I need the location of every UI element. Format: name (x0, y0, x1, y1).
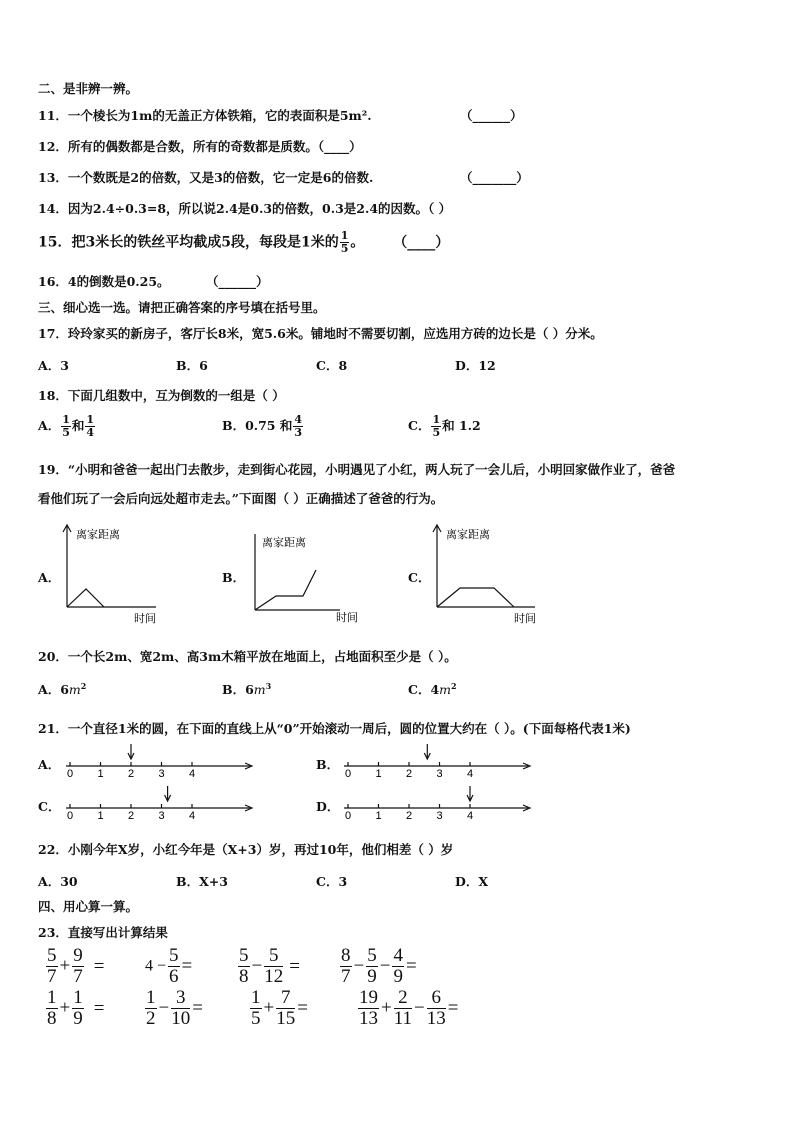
q19-graph-a (60, 522, 170, 626)
calc-1: $\frac{5}{7}$ + $\frac{9}{7}$ = (47, 945, 105, 987)
question-15-blank: （____） (393, 234, 450, 251)
graph-b-path (255, 570, 316, 610)
graph-c-xlabel: 时间 (514, 613, 536, 625)
question-19-line-2: 看他们玩了一会后向远处超市走去。”下面图（ ）正确描述了爸爸的行为。 (38, 491, 444, 506)
q17-option-d: D．12 (455, 358, 496, 373)
q19-label-a: A． (38, 570, 61, 585)
number-line-tick-label: 2 (128, 810, 135, 820)
number-line-tick-label: 2 (406, 768, 413, 778)
calc-4: $\frac{8}{7}$ − $\frac{5}{9}$ − $\frac{4}{9}$ = (341, 945, 417, 987)
number-line-tick-label: 2 (128, 768, 135, 778)
q22-option-a: A．30 (38, 874, 78, 889)
number-line-tick-label: 2 (406, 810, 413, 820)
q17-option-b: B．6 (176, 358, 208, 373)
question-13-blank: （_______） (460, 170, 529, 185)
number-line-tick-label: 3 (436, 768, 443, 778)
question-15-fraction: $\frac{1}{5}$ (340, 229, 349, 255)
question-16-text: 16．4的倒数是0.25。 (38, 274, 170, 289)
graph-c-path (437, 588, 514, 607)
question-17: 17．玲玲家买的新房子，客厅长8米，宽5.6米。铺地时不需要切割，应选用方砖的边长是（ ）分米。 (38, 326, 603, 341)
q20-option-b: B．$6m^3$ (222, 680, 272, 697)
question-23: 23．直接写出计算结果 (38, 925, 168, 940)
section-4-title: 四、用心算一算。 (38, 899, 139, 914)
number-line-tick-label: 3 (158, 768, 165, 778)
graph-a-path (67, 589, 104, 607)
question-15-period: 。 (350, 234, 365, 251)
section-3-title: 三、细心选一选。请把正确答案的序号填在括号里。 (38, 300, 326, 315)
question-16-blank: （______） (206, 274, 269, 289)
q18-option-b: B．0.75 和 $\frac{4}{3}$ (222, 413, 303, 439)
number-line-tick-label: 3 (158, 810, 165, 820)
number-line-tick-label: 4 (189, 768, 196, 778)
number-line-tick-label: 1 (375, 768, 382, 778)
number-line-tick-label: 0 (67, 810, 74, 820)
number-line-tick-label: 1 (375, 810, 382, 820)
q18-option-c: C． $\frac{1}{5}$ 和 1.2 (408, 413, 481, 439)
q21-line-c (64, 784, 259, 820)
q19-label-c: C． (408, 570, 431, 585)
graph-a-ylabel: 离家距离 (76, 529, 120, 541)
q20-option-c: C．$4m^2$ (408, 680, 457, 697)
q19-graph-b (248, 530, 368, 626)
q21-line-a (64, 742, 259, 778)
q21-label-b: B． (316, 757, 340, 772)
question-11-text: 11．一个棱长为1m的无盖正方体铁箱，它的表面积是5m². (38, 108, 372, 123)
number-line-tick-label: 1 (97, 810, 104, 820)
question-13 (38, 168, 529, 186)
calc-7: $\frac{1}{5}$ + $\frac{7}{15}$ = (251, 987, 308, 1029)
q22-option-b: B．X+3 (176, 874, 228, 889)
number-line-tick-label: 0 (67, 768, 74, 778)
number-line-tick-label: 3 (436, 810, 443, 820)
q22-option-d: D．X (455, 874, 489, 889)
q17-option-a: A．3 (38, 358, 69, 373)
graph-b-xlabel: 时间 (336, 612, 358, 624)
question-22: 22．小刚今年X岁，小红今年是（X+3）岁，再过10年，他们相差（ ）岁 (38, 842, 454, 857)
number-line-tick-label: 0 (345, 810, 352, 820)
q22-option-c: C．3 (316, 874, 348, 889)
q19-graph-c (430, 522, 550, 626)
q21-label-c: C． (38, 799, 61, 814)
graph-c-ylabel: 离家距离 (446, 529, 490, 541)
question-15-text: 15．把3米长的铁丝平均截成5段，每段是1米的 (38, 234, 339, 251)
q20-option-a: A．$6m^2$ (38, 680, 87, 697)
q18-option-a: A． $\frac{1}{5}$ 和 $\frac{1}{4}$ (38, 413, 95, 439)
calc-8: $\frac{19}{13}$ + $\frac{2}{11}$ − $\frac{6}{13}$ = (359, 987, 459, 1029)
question-14: 14．因为2.4÷0.3=8，所以说2.4是0.3的倍数，0.3是2.4的因数。（ ） (38, 201, 452, 216)
graph-b-ylabel: 离家距离 (262, 537, 306, 549)
calc-2: 4 − $\frac{5}{6}$ = (145, 945, 193, 987)
q21-label-d: D． (316, 799, 340, 814)
number-line-tick-label: 4 (467, 810, 474, 820)
calc-6: $\frac{1}{2}$ − $\frac{3}{10}$ = (146, 987, 203, 1029)
question-18: 18．下面几组数中，互为倒数的一组是（ ） (38, 388, 285, 403)
question-21: 21．一个直径1米的圆，在下面的直线上从“0”开始滚动一周后，圆的位置大约在（ ）。(下面每格代表1米) (38, 721, 631, 736)
q17-option-c: C．8 (316, 358, 348, 373)
question-12: 12．所有的偶数都是合数，所有的奇数都是质数。（____） (38, 139, 362, 154)
q21-line-b (342, 742, 537, 778)
number-line-tick-label: 0 (345, 768, 352, 778)
number-line-tick-label: 4 (467, 768, 474, 778)
question-13-text: 13．一个数既是2的倍数，又是3的倍数，它一定是6的倍数. (38, 170, 374, 185)
q21-label-a: A． (38, 757, 61, 772)
q19-label-b: B． (222, 570, 246, 585)
number-line-tick-label: 1 (97, 768, 104, 778)
calc-3: $\frac{5}{8}$ − $\frac{5}{12}$ = (239, 945, 300, 987)
question-11-blank: （______） (460, 108, 523, 123)
question-16 (38, 272, 269, 290)
number-line-tick-label: 4 (189, 810, 196, 820)
calc-5: $\frac{1}{8}$ + $\frac{1}{9}$ = (47, 987, 105, 1029)
question-11 (38, 106, 523, 124)
question-15 (38, 230, 449, 255)
question-19-line-1: 19．“小明和爸爸一起出门去散步，走到街心花园，小明遇见了小红，两人玩了一会儿后，小明回家做作业了，爸爸 (38, 462, 676, 477)
section-2-title: 二、是非辨一辨。 (38, 81, 139, 96)
question-20: 20．一个长2m、宽2m、高3m木箱平放在地面上，占地面积至少是（ ）。 (38, 649, 457, 664)
graph-a-xlabel: 时间 (134, 613, 156, 625)
q21-line-d (342, 784, 537, 820)
